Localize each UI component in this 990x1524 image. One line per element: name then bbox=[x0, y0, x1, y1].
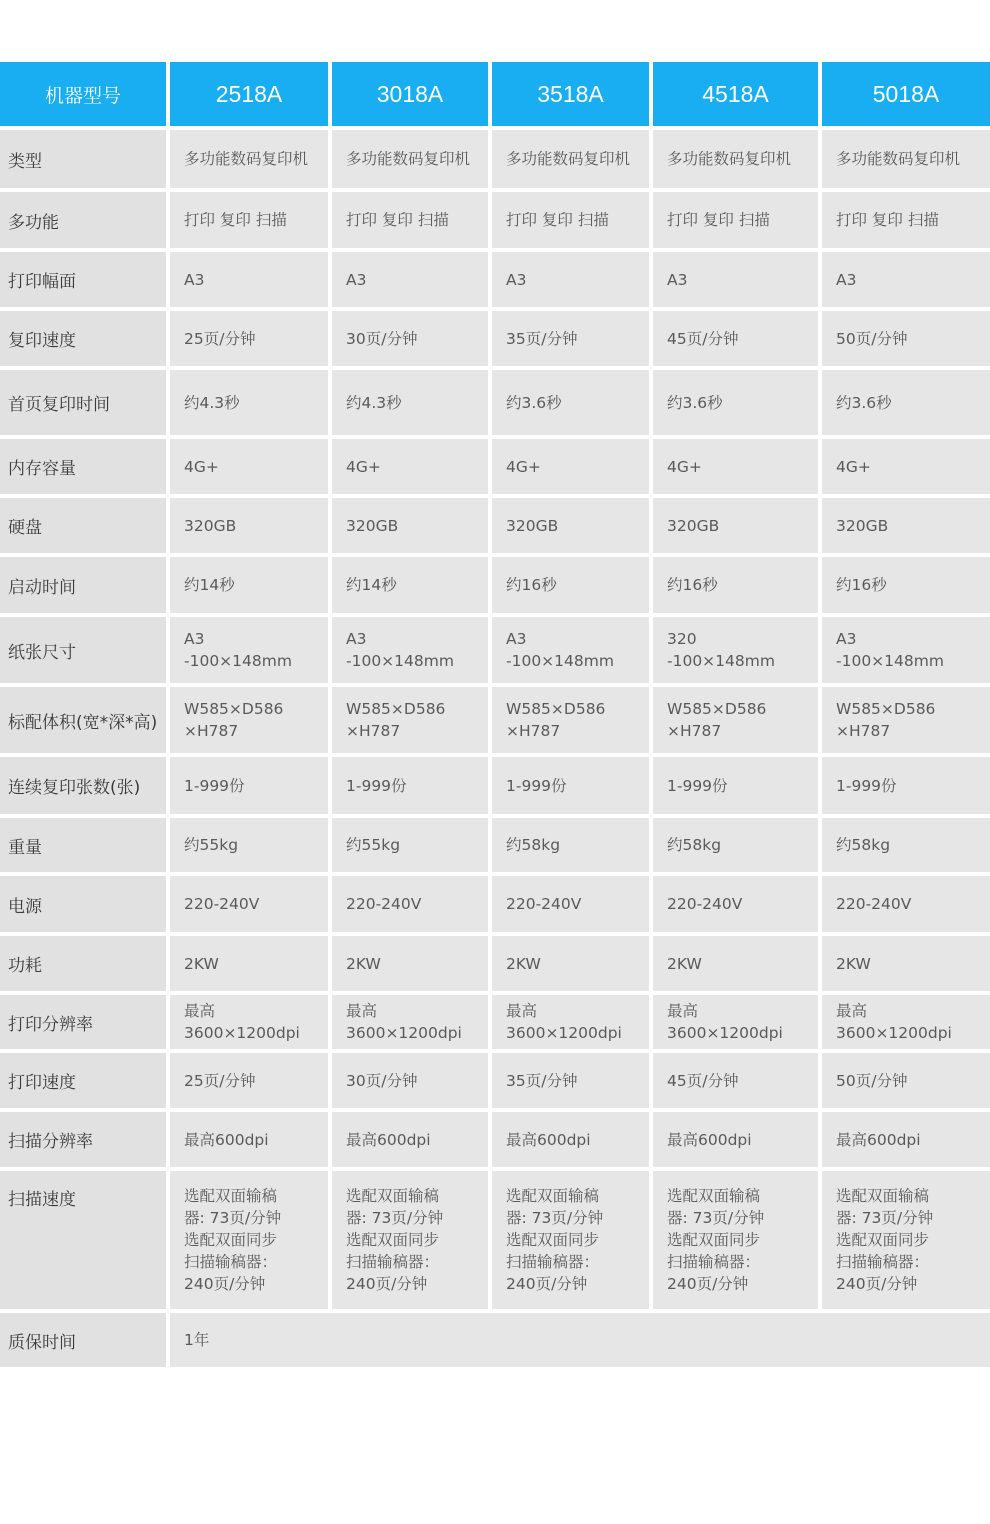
cell-value: 最高600dpi bbox=[667, 1130, 752, 1149]
table-cell bbox=[332, 370, 492, 439]
table-cell bbox=[492, 757, 653, 818]
cell-value: 打印 复印 扫描 bbox=[184, 211, 287, 229]
cell-value: 50页/分钟 bbox=[836, 1071, 908, 1090]
cell-value: 约16秒 bbox=[506, 576, 557, 594]
row-label: 打印幅面 bbox=[0, 252, 170, 311]
cell-value: 多功能数码复印机 bbox=[346, 150, 471, 168]
cell-value: 约58kg bbox=[506, 836, 561, 854]
table-cell bbox=[822, 687, 990, 757]
cell-value: W585×D586 ×H787 bbox=[184, 700, 284, 740]
table-cell bbox=[170, 757, 332, 818]
cell-value: 多功能数码复印机 bbox=[667, 150, 792, 168]
cell-value: 约4.3秒 bbox=[346, 393, 402, 412]
cell-value: 最高 3600×1200dpi bbox=[184, 1002, 300, 1042]
cell-value: 选配双面输稿 器: 73页/分钟 选配双面同步 扫描输稿器： 240页/分钟 bbox=[667, 1187, 765, 1293]
table-cell bbox=[170, 687, 332, 757]
table-cell bbox=[492, 1112, 653, 1171]
table-cell bbox=[822, 1171, 990, 1313]
table-row bbox=[0, 498, 990, 557]
table-cell bbox=[822, 439, 990, 498]
cell-value: A3 bbox=[836, 270, 857, 289]
cell-value: 最高 3600×1200dpi bbox=[667, 1002, 783, 1042]
cell-value: 约16秒 bbox=[667, 576, 718, 594]
cell-value: 320 -100×148mm bbox=[667, 630, 775, 670]
cell-value: 最高600dpi bbox=[184, 1130, 269, 1149]
cell-value: A3 bbox=[667, 270, 688, 289]
table-cell bbox=[822, 1053, 990, 1112]
table-cell bbox=[653, 370, 822, 439]
table-body bbox=[0, 130, 990, 1371]
table-cell bbox=[332, 192, 492, 252]
table-row bbox=[0, 617, 990, 687]
table-cell bbox=[332, 311, 492, 370]
cell-value: 约55kg bbox=[184, 836, 239, 854]
table-cell bbox=[170, 370, 332, 439]
cell-value: 45页/分钟 bbox=[667, 1071, 739, 1090]
row-label: 打印分辨率 bbox=[0, 995, 170, 1053]
table-cell bbox=[332, 498, 492, 557]
table-row bbox=[0, 557, 990, 617]
row-label: 硬盘 bbox=[0, 498, 170, 557]
table-cell bbox=[492, 498, 653, 557]
row-label: 启动时间 bbox=[0, 557, 170, 617]
table-cell bbox=[170, 557, 332, 617]
cell-value: 2KW bbox=[346, 954, 381, 973]
model-header: 4518A bbox=[653, 62, 822, 130]
cell-value: 4G+ bbox=[836, 457, 871, 476]
cell-value: 约3.6秒 bbox=[667, 393, 723, 412]
cell-value: W585×D586 ×H787 bbox=[506, 700, 606, 740]
row-label: 类型 bbox=[0, 130, 170, 192]
header-row bbox=[0, 62, 990, 130]
table-cell bbox=[653, 1053, 822, 1112]
table-cell bbox=[492, 370, 653, 439]
table-cell bbox=[822, 876, 990, 936]
cell-value: 打印 复印 扫描 bbox=[836, 211, 939, 229]
cell-value: A3 -100×148mm bbox=[506, 630, 614, 670]
cell-value: 约14秒 bbox=[184, 576, 235, 594]
cell-value: A3 -100×148mm bbox=[836, 630, 944, 670]
table-row bbox=[0, 192, 990, 252]
cell-value: 1-999份 bbox=[346, 776, 407, 795]
table-cell bbox=[170, 130, 332, 192]
table-cell bbox=[492, 687, 653, 757]
table-row bbox=[0, 130, 990, 192]
table-cell bbox=[332, 687, 492, 757]
table-cell bbox=[653, 1171, 822, 1313]
cell-value: A3 -100×148mm bbox=[346, 630, 454, 670]
cell-value: 多功能数码复印机 bbox=[506, 150, 631, 168]
row-label: 电源 bbox=[0, 876, 170, 936]
table-cell bbox=[822, 192, 990, 252]
table-cell bbox=[332, 757, 492, 818]
table-cell bbox=[822, 252, 990, 311]
cell-value: 30页/分钟 bbox=[346, 1071, 418, 1090]
cell-value: 最高 3600×1200dpi bbox=[346, 1002, 462, 1042]
cell-value: 1-999份 bbox=[506, 776, 567, 795]
spec-table bbox=[0, 62, 990, 1371]
cell-value: 4G+ bbox=[184, 457, 219, 476]
table-cell bbox=[332, 252, 492, 311]
table-cell bbox=[492, 818, 653, 876]
table-cell bbox=[332, 557, 492, 617]
table-cell bbox=[492, 876, 653, 936]
table-cell bbox=[822, 757, 990, 818]
cell-value: W585×D586 ×H787 bbox=[667, 700, 767, 740]
cell-value: 多功能数码复印机 bbox=[836, 150, 961, 168]
cell-value: A3 -100×148mm bbox=[184, 630, 292, 670]
row-label: 连续复印张数(张) bbox=[0, 757, 170, 818]
cell-value: 4G+ bbox=[667, 457, 702, 476]
table-cell bbox=[170, 439, 332, 498]
cell-value: 50页/分钟 bbox=[836, 329, 908, 348]
table-cell bbox=[170, 192, 332, 252]
cell-value: 约55kg bbox=[346, 836, 401, 854]
table-cell bbox=[492, 439, 653, 498]
cell-value: 220-240V bbox=[667, 895, 743, 913]
table-cell bbox=[822, 617, 990, 687]
row-label: 复印速度 bbox=[0, 311, 170, 370]
cell-value: 1-999份 bbox=[836, 776, 897, 795]
table-header bbox=[0, 62, 990, 130]
model-header: 3518A bbox=[492, 62, 653, 130]
table-cell bbox=[170, 617, 332, 687]
cell-value: 1-999份 bbox=[667, 776, 728, 795]
table-cell bbox=[332, 1171, 492, 1313]
row-label: 打印速度 bbox=[0, 1053, 170, 1112]
table-cell bbox=[492, 1171, 653, 1313]
cell-value: 1-999份 bbox=[184, 776, 245, 795]
row-label: 扫描分辨率 bbox=[0, 1112, 170, 1171]
table-cell bbox=[653, 876, 822, 936]
warranty-value: 1年 bbox=[170, 1313, 990, 1371]
cell-value: 约3.6秒 bbox=[506, 393, 562, 412]
cell-value: 25页/分钟 bbox=[184, 1071, 256, 1090]
cell-value: 4G+ bbox=[506, 457, 541, 476]
table-cell bbox=[653, 439, 822, 498]
table-cell bbox=[822, 1112, 990, 1171]
cell-value: 2KW bbox=[667, 954, 702, 973]
table-row bbox=[0, 1171, 990, 1313]
cell-value: 选配双面输稿 器: 73页/分钟 选配双面同步 扫描输稿器： 240页/分钟 bbox=[506, 1187, 604, 1293]
row-label: 标配体积(宽*深*高) bbox=[0, 687, 170, 757]
table-cell bbox=[332, 1112, 492, 1171]
table-cell bbox=[653, 130, 822, 192]
table-cell bbox=[653, 557, 822, 617]
warranty-label: 质保时间 bbox=[0, 1313, 170, 1371]
table-cell bbox=[822, 818, 990, 876]
cell-value: 最高600dpi bbox=[506, 1130, 591, 1149]
model-header: 2518A bbox=[170, 62, 332, 130]
table-row bbox=[0, 1112, 990, 1171]
table-cell bbox=[492, 936, 653, 995]
table-cell bbox=[492, 617, 653, 687]
cell-value: 选配双面输稿 器: 73页/分钟 选配双面同步 扫描输稿器： 240页/分钟 bbox=[184, 1187, 282, 1293]
table-cell bbox=[822, 498, 990, 557]
row-label: 首页复印时间 bbox=[0, 370, 170, 439]
cell-value: 打印 复印 扫描 bbox=[506, 211, 609, 229]
cell-value: 约3.6秒 bbox=[836, 393, 892, 412]
table-cell bbox=[822, 557, 990, 617]
table-cell bbox=[332, 617, 492, 687]
cell-value: 选配双面输稿 器: 73页/分钟 选配双面同步 扫描输稿器： 240页/分钟 bbox=[346, 1187, 444, 1293]
table-cell bbox=[170, 252, 332, 311]
table-cell bbox=[492, 130, 653, 192]
table-cell bbox=[492, 557, 653, 617]
cell-value: 选配双面输稿 器: 73页/分钟 选配双面同步 扫描输稿器： 240页/分钟 bbox=[836, 1187, 934, 1293]
table-cell bbox=[653, 936, 822, 995]
table-cell bbox=[822, 936, 990, 995]
table-cell bbox=[332, 130, 492, 192]
cell-value: 最高600dpi bbox=[346, 1130, 431, 1149]
table-cell bbox=[170, 876, 332, 936]
row-label: 重量 bbox=[0, 818, 170, 876]
cell-value: 约16秒 bbox=[836, 576, 887, 594]
table-cell bbox=[653, 687, 822, 757]
warranty-row bbox=[0, 1313, 990, 1371]
table-row bbox=[0, 936, 990, 995]
table-row bbox=[0, 370, 990, 439]
cell-value: 35页/分钟 bbox=[506, 1071, 578, 1090]
row-label: 内存容量 bbox=[0, 439, 170, 498]
model-header: 3018A bbox=[332, 62, 492, 130]
cell-value: A3 bbox=[346, 270, 367, 289]
header-label: 机器型号 bbox=[0, 62, 170, 130]
cell-value: 2KW bbox=[836, 954, 871, 973]
cell-value: 最高600dpi bbox=[836, 1130, 921, 1149]
cell-value: 2KW bbox=[184, 954, 219, 973]
table-cell bbox=[170, 498, 332, 557]
table-cell bbox=[170, 311, 332, 370]
table-cell bbox=[653, 252, 822, 311]
cell-value: 220-240V bbox=[346, 895, 422, 913]
table-cell bbox=[492, 252, 653, 311]
table-cell bbox=[332, 876, 492, 936]
table-row bbox=[0, 757, 990, 818]
table-cell bbox=[822, 130, 990, 192]
table-cell bbox=[653, 757, 822, 818]
cell-value: 2KW bbox=[506, 954, 541, 973]
table-cell bbox=[822, 370, 990, 439]
cell-value: 35页/分钟 bbox=[506, 329, 578, 348]
table-cell bbox=[170, 936, 332, 995]
table-cell bbox=[653, 1112, 822, 1171]
table-row bbox=[0, 995, 990, 1053]
cell-value: 约58kg bbox=[836, 836, 891, 854]
table-cell bbox=[492, 1053, 653, 1112]
table-cell bbox=[822, 995, 990, 1053]
table-row bbox=[0, 252, 990, 311]
table-cell bbox=[170, 1053, 332, 1112]
table-cell bbox=[170, 1171, 332, 1313]
table-cell bbox=[332, 818, 492, 876]
table-cell bbox=[653, 818, 822, 876]
table-cell bbox=[332, 439, 492, 498]
cell-value: 25页/分钟 bbox=[184, 329, 256, 348]
row-label: 纸张尺寸 bbox=[0, 617, 170, 687]
cell-value: W585×D586 ×H787 bbox=[346, 700, 446, 740]
table-cell bbox=[170, 995, 332, 1053]
table-row bbox=[0, 818, 990, 876]
table-cell bbox=[653, 192, 822, 252]
row-label: 扫描速度 bbox=[0, 1171, 170, 1313]
cell-value: 打印 复印 扫描 bbox=[346, 211, 449, 229]
cell-value: 约14秒 bbox=[346, 576, 397, 594]
table-row bbox=[0, 876, 990, 936]
cell-value: 320GB bbox=[184, 516, 237, 535]
cell-value: A3 bbox=[184, 270, 205, 289]
table-cell bbox=[653, 995, 822, 1053]
cell-value: 4G+ bbox=[346, 457, 381, 476]
cell-value: 约4.3秒 bbox=[184, 393, 240, 412]
cell-value: 多功能数码复印机 bbox=[184, 150, 309, 168]
table-row bbox=[0, 687, 990, 757]
table-cell bbox=[822, 311, 990, 370]
model-header: 5018A bbox=[822, 62, 990, 130]
table-row bbox=[0, 311, 990, 370]
table-cell bbox=[492, 192, 653, 252]
table-cell bbox=[332, 936, 492, 995]
cell-value: 320GB bbox=[667, 516, 720, 535]
table-cell bbox=[170, 818, 332, 876]
cell-value: 45页/分钟 bbox=[667, 329, 739, 348]
cell-value: 打印 复印 扫描 bbox=[667, 211, 770, 229]
table-cell bbox=[653, 311, 822, 370]
cell-value: 最高 3600×1200dpi bbox=[836, 1002, 952, 1042]
cell-value: 约58kg bbox=[667, 836, 722, 854]
cell-value: W585×D586 ×H787 bbox=[836, 700, 936, 740]
table-cell bbox=[170, 1112, 332, 1171]
table-row bbox=[0, 439, 990, 498]
cell-value: A3 bbox=[506, 270, 527, 289]
table-cell bbox=[332, 1053, 492, 1112]
row-label: 多功能 bbox=[0, 192, 170, 252]
table-cell bbox=[653, 617, 822, 687]
cell-value: 220-240V bbox=[184, 895, 260, 913]
cell-value: 320GB bbox=[836, 516, 889, 535]
cell-value: 320GB bbox=[506, 516, 559, 535]
cell-value: 220-240V bbox=[506, 895, 582, 913]
cell-value: 320GB bbox=[346, 516, 399, 535]
cell-value: 最高 3600×1200dpi bbox=[506, 1002, 622, 1042]
table-cell bbox=[653, 498, 822, 557]
table-cell bbox=[492, 311, 653, 370]
row-label: 功耗 bbox=[0, 936, 170, 995]
table-cell bbox=[332, 995, 492, 1053]
cell-value: 30页/分钟 bbox=[346, 329, 418, 348]
cell-value: 220-240V bbox=[836, 895, 912, 913]
table-cell bbox=[492, 995, 653, 1053]
table-row bbox=[0, 1053, 990, 1112]
